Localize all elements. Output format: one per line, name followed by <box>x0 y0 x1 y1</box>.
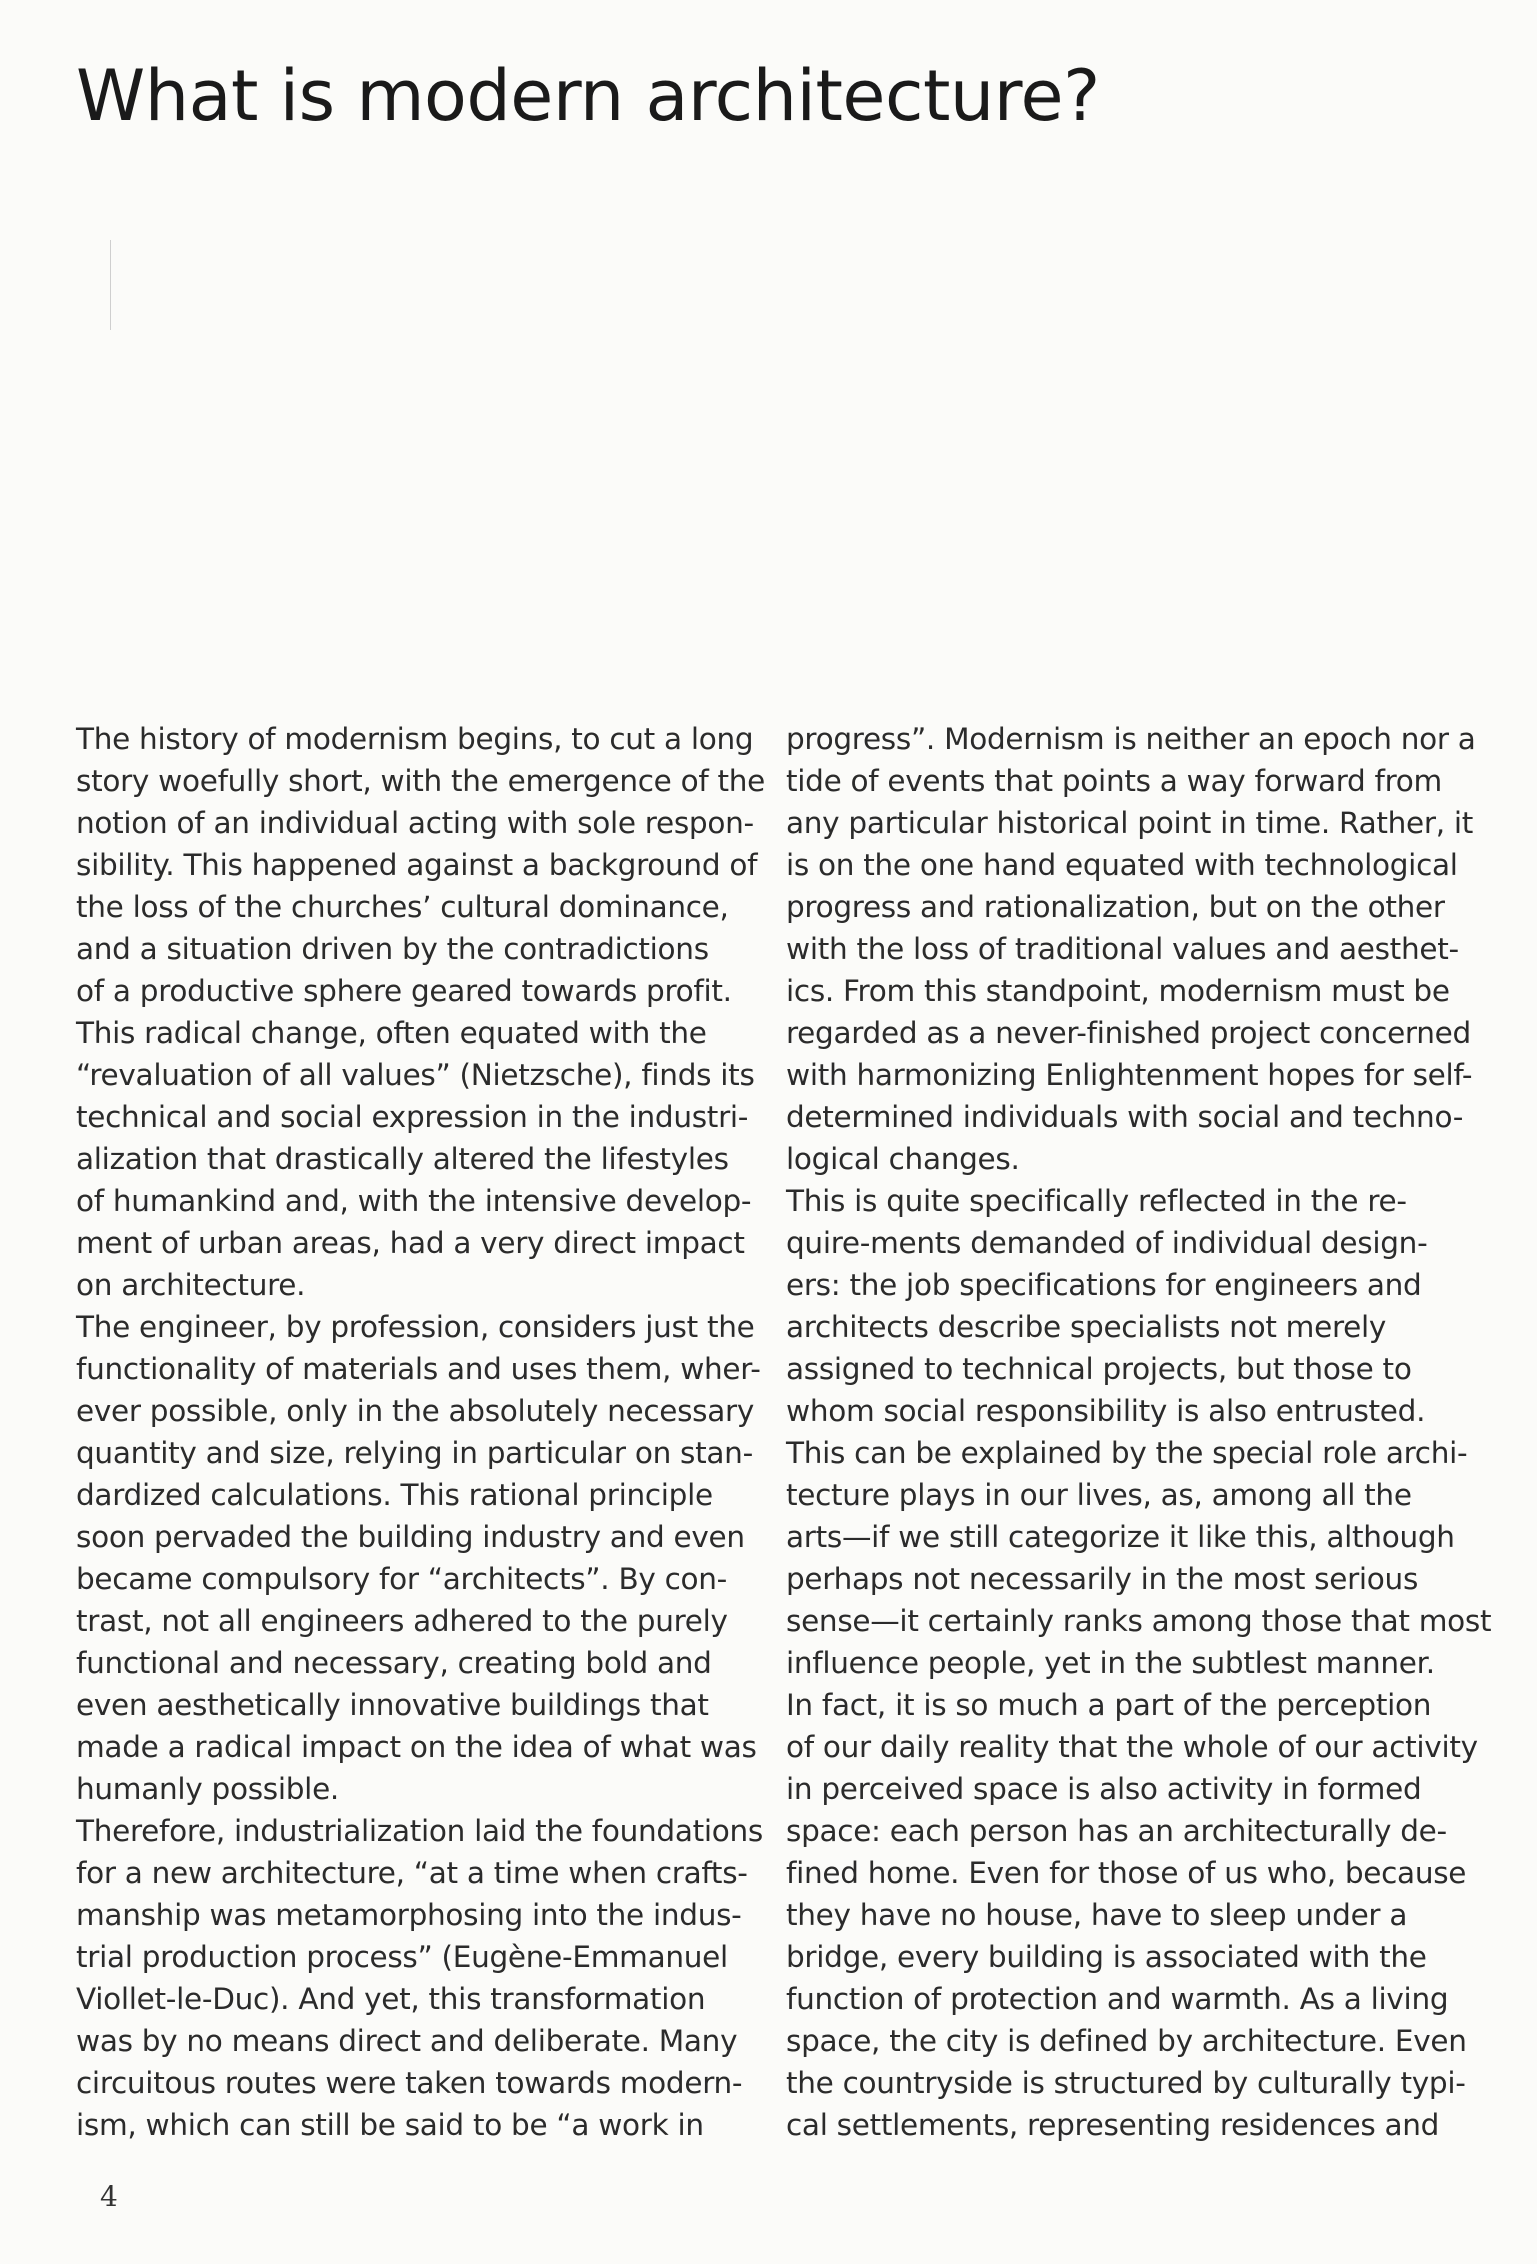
text-line: This can be explained by the special role archi- <box>786 1436 1468 1470</box>
text-line: made a radical impact on the idea of what was <box>76 1730 757 1764</box>
text-line: functionality of materials and uses them, wher- <box>76 1352 761 1386</box>
text-line: they have no house, have to sleep under a <box>786 1898 1408 1932</box>
right-column <box>786 718 1492 2146</box>
text-line: became compulsory for “architects”. By con- <box>76 1562 728 1596</box>
text-line: space, the city is defined by architecture. Even <box>786 2024 1467 2058</box>
text-line: This radical change, often equated with the <box>76 1016 707 1050</box>
text-line: tecture plays in our lives, as, among all the <box>786 1478 1412 1512</box>
page-number: 4 <box>100 2180 118 2213</box>
text-line: “revaluation of all values” (Nietzsche), finds its <box>76 1058 755 1092</box>
text-line: quire-ments demanded of individual design- <box>786 1226 1428 1260</box>
text-line: manship was metamorphosing into the indus- <box>76 1898 742 1932</box>
text-line: perhaps not necessarily in the most serious <box>786 1562 1419 1596</box>
text-line: influence people, yet in the subtlest manner. <box>786 1646 1435 1680</box>
text-line: sense—it certainly ranks among those that most <box>786 1604 1492 1638</box>
scan-mark <box>110 240 111 330</box>
text-line: of our daily reality that the whole of our activity <box>786 1730 1478 1764</box>
text-line: whom social responsibility is also entrusted. <box>786 1394 1426 1428</box>
text-line: cal settlements, representing residences and <box>786 2108 1440 2142</box>
text-line: is on the one hand equated with technological <box>786 848 1458 882</box>
text-line: functional and necessary, creating bold and <box>76 1646 712 1680</box>
text-line: assigned to technical projects, but those to <box>786 1352 1412 1386</box>
text-line: quantity and size, relying in particular on stan- <box>76 1436 753 1470</box>
text-line: ers: the job specifications for engineers and <box>786 1268 1422 1302</box>
text-line: This is quite specifically reflected in the re- <box>786 1184 1407 1218</box>
text-line: sibility. This happened against a background of <box>76 848 758 882</box>
text-line: architects describe specialists not merely <box>786 1310 1387 1344</box>
text-line: alization that drastically altered the lifestyles <box>76 1142 729 1176</box>
text-line: soon pervaded the building industry and even <box>76 1520 745 1554</box>
text-line: on architecture. <box>76 1268 306 1302</box>
text-line: logical changes. <box>786 1142 1020 1176</box>
text-line: determined individuals with social and techno- <box>786 1100 1464 1134</box>
text-line: tide of events that points a way forward from <box>786 764 1442 798</box>
text-line: was by no means direct and deliberate. Many <box>76 2024 738 2058</box>
text-line: in perceived space is also activity in formed <box>786 1772 1422 1806</box>
text-line: fined home. Even for those of us who, because <box>786 1856 1467 1890</box>
page-title: What is modern architecture? <box>76 55 1100 137</box>
text-line: arts—if we still categorize it like this, although <box>786 1520 1455 1554</box>
text-line: dardized calculations. This rational principle <box>76 1478 713 1512</box>
text-line: regarded as a never-finished project concerned <box>786 1016 1471 1050</box>
text-line: progress”. Modernism is neither an epoch nor a <box>786 722 1476 756</box>
text-line: with harmonizing Enlightenment hopes for self- <box>786 1058 1473 1092</box>
text-line: notion of an individual acting with sole respon- <box>76 806 754 840</box>
text-line: Therefore, industrialization laid the foundations <box>76 1814 763 1848</box>
text-line: ment of urban areas, had a very direct impact <box>76 1226 745 1260</box>
text-line: ever possible, only in the absolutely necessary <box>76 1394 755 1428</box>
text-line: circuitous routes were taken towards modern- <box>76 2066 743 2100</box>
text-line: technical and social expression in the industri- <box>76 1100 749 1134</box>
text-line: for a new architecture, “at a time when crafts- <box>76 1856 748 1890</box>
text-line: trial production process” (Eugène-Emmanuel <box>76 1940 728 1974</box>
text-line: ics. From this standpoint, modernism must be <box>786 974 1450 1008</box>
text-line: of a productive sphere geared towards profit. <box>76 974 732 1008</box>
text-line: ism, which can still be said to be “a work in <box>76 2108 704 2142</box>
text-line: even aesthetically innovative buildings that <box>76 1688 709 1722</box>
text-line: the loss of the churches’ cultural dominance, <box>76 890 729 924</box>
text-line: space: each person has an architecturally de- <box>786 1814 1447 1848</box>
text-line: with the loss of traditional values and aesthet- <box>786 932 1459 966</box>
text-line: The history of modernism begins, to cut a long <box>76 722 754 756</box>
text-line: progress and rationalization, but on the other <box>786 890 1445 924</box>
text-line: any particular historical point in time. Rather, it <box>786 806 1474 840</box>
text-line: In fact, it is so much a part of the perception <box>786 1688 1432 1722</box>
text-line: and a situation driven by the contradictions <box>76 932 709 966</box>
text-line: the countryside is structured by culturally typi- <box>786 2066 1466 2100</box>
left-column <box>76 718 766 2146</box>
text-line: trast, not all engineers adhered to the purely <box>76 1604 728 1638</box>
text-line: The engineer, by profession, considers just the <box>76 1310 755 1344</box>
text-line: humanly possible. <box>76 1772 339 1806</box>
text-line: story woefully short, with the emergence of the <box>76 764 765 798</box>
text-line: of humankind and, with the intensive develop- <box>76 1184 752 1218</box>
text-line: bridge, every building is associated with the <box>786 1940 1427 1974</box>
text-line: Viollet-le-Duc). And yet, this transformation <box>76 1982 706 2016</box>
text-line: function of protection and warmth. As a living <box>786 1982 1449 2016</box>
